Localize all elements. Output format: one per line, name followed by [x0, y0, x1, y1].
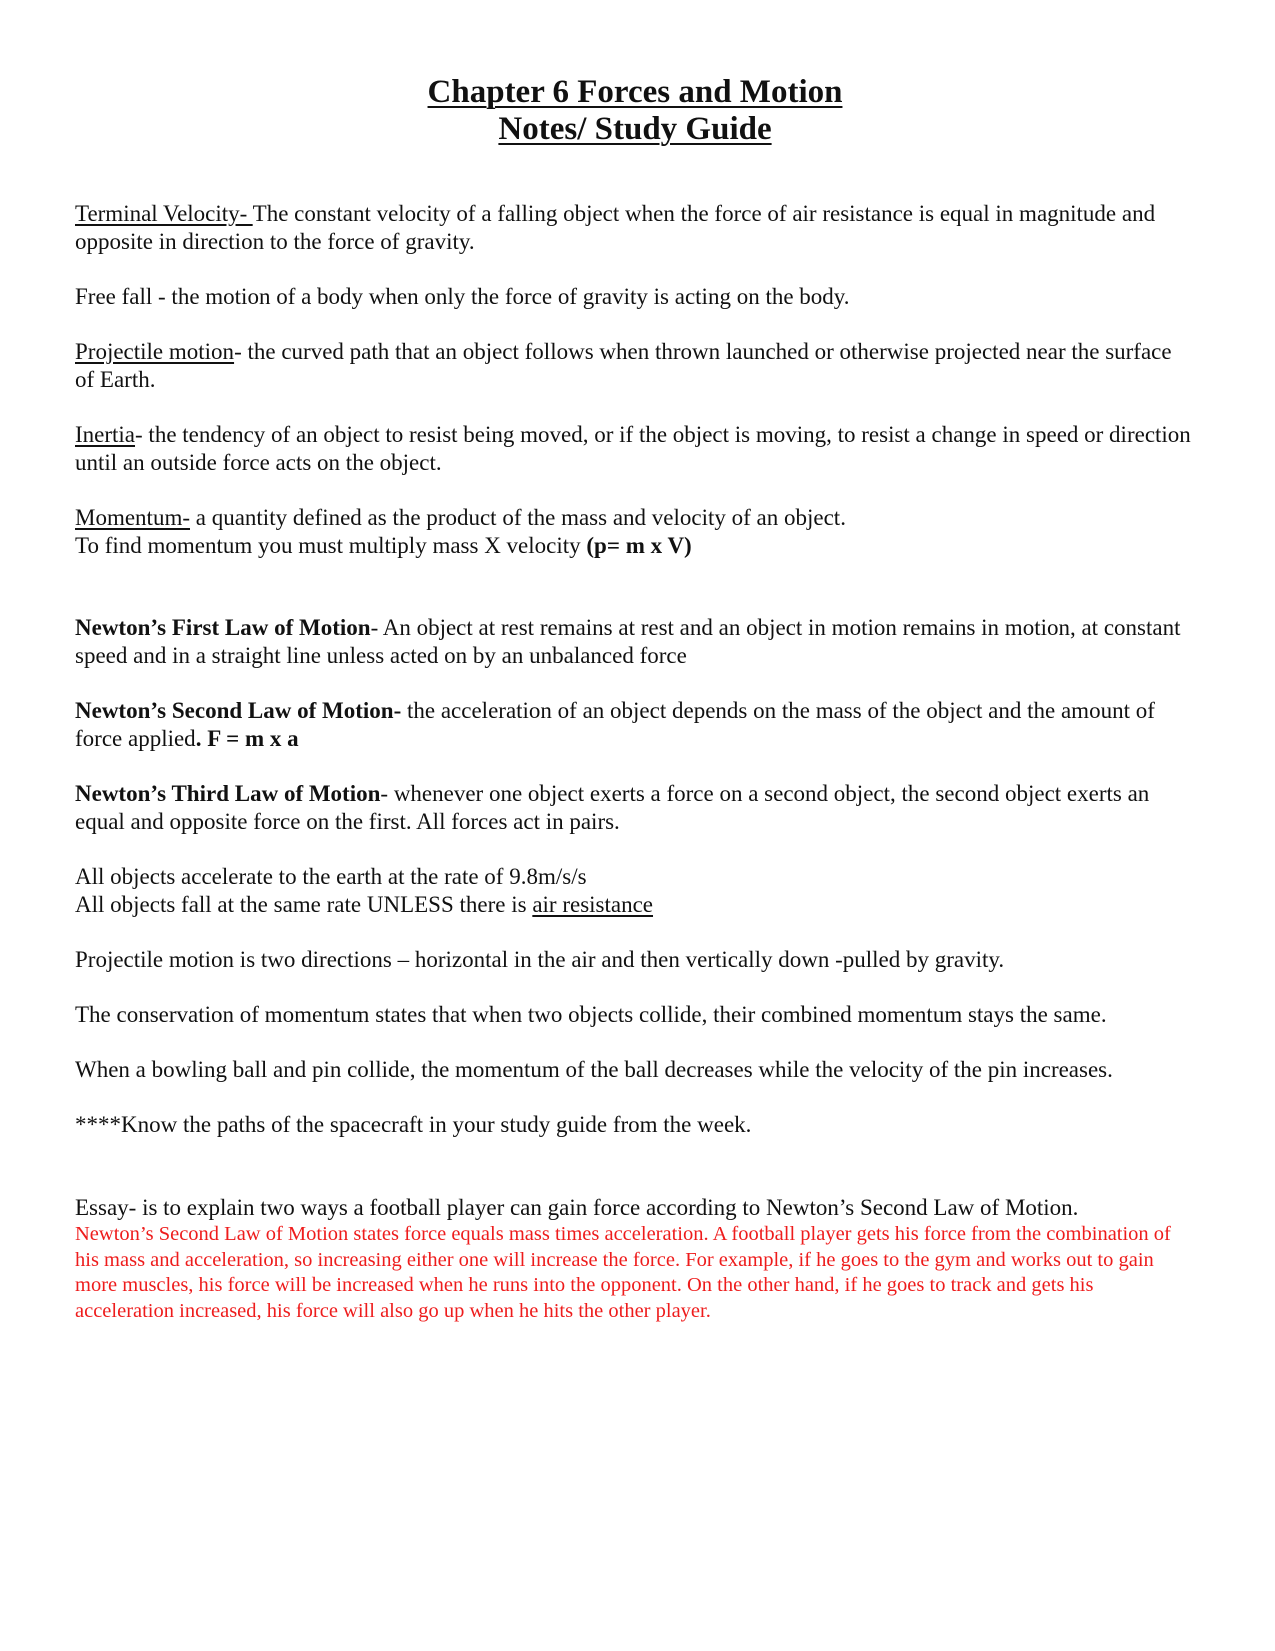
bowling-note: When a bowling ball and pin collide, the momentum of the ball decreases while the velocity of the pin increases.: [75, 1057, 1113, 1082]
gravity-fact-2: All objects fall at the same rate UNLESS there is: [75, 892, 533, 917]
spacecraft-note: ****Know the paths of the spacecraft in your study guide from the week.: [75, 1112, 752, 1137]
page-title: [75, 0, 1195, 148]
terminal-velocity-definition: [75, 200, 1195, 256]
term-newton-third-law: Newton’s Third Law of Motion: [75, 781, 381, 806]
newton-second-law: [75, 697, 1195, 753]
term-terminal-velocity: Terminal Velocity-: [75, 201, 253, 226]
definition-text: - the tendency of an object to resist being moved, or if the object is moving, to resist a change in speed or direction until an outside force acts on the object.: [75, 422, 1191, 475]
momentum-definition: [75, 504, 1195, 560]
definition-text: The constant velocity of a falling object when the force of air resistance is equal in magnitude and opposite in direction to the force of gravity.: [75, 201, 1156, 254]
title-line-2: Notes/ Study Guide: [498, 111, 772, 147]
momentum-formula-intro: To find momentum you must multiply mass X velocity: [75, 533, 587, 558]
definition-text: Free fall - the motion of a body when only the force of gravity is acting on the body.: [75, 284, 850, 309]
term-inertia: Inertia: [75, 422, 136, 447]
projectile-motion-definition: [75, 338, 1195, 394]
term-newton-second-law: Newton’s Second Law of Motion-: [75, 698, 402, 723]
definition-text: - the curved path that an object follows when thrown launched or otherwise projected near the surface of Earth.: [75, 339, 1172, 392]
inertia-definition: [75, 421, 1195, 477]
conservation-of-momentum-note: The conservation of momentum states that when two objects collide, their combined momentum stays the same.: [75, 1002, 1107, 1027]
newton-third-law: [75, 780, 1195, 836]
force-formula: . F = m x a: [195, 726, 299, 751]
free-fall-definition: [75, 283, 1195, 311]
projectile-directions-note: Projectile motion is two directions – horizontal in the air and then vertically down -pulled by gravity.: [75, 947, 1005, 972]
definition-text: - An object at rest remains at rest and an object in motion remains in motion, at constant speed and in a straight line unless acted on by an unbalanced force: [75, 615, 1181, 668]
title-line-1: Chapter 6 Forces and Motion: [427, 74, 843, 110]
term-projectile-motion: Projectile motion: [75, 339, 235, 364]
air-resistance-term: air resistance: [532, 892, 654, 917]
definition-text: the acceleration of an object depends on the mass of the object and the amount of force applied: [75, 698, 1155, 751]
essay-answer: Newton’s Second Law of Motion states force equals mass times acceleration. A football player gets his force from the combination of his mass and acceleration, so increasing either one will increase the force. For example, if he goes to the gym and works out to gain more muscles, his force will be increased when he runs into the opponent. On the other hand, if he goes to track and gets his acceleration increased, his force will also go up when he hits the other player.: [75, 1223, 1171, 1322]
newton-first-law: [75, 614, 1195, 670]
definition-text: - whenever one object exerts a force on a second object, the second object exerts an equal and opposite force on the first. All forces act in pairs.: [75, 781, 1150, 834]
term-momentum: Momentum-: [75, 505, 190, 530]
gravity-fact-1: All objects accelerate to the earth at the rate of 9.8m/s/s: [75, 864, 587, 889]
term-newton-first-law: Newton’s First Law of Motion: [75, 615, 371, 640]
momentum-formula: (p= m x V): [586, 533, 692, 558]
essay-question: Essay- is to explain two ways a football player can gain force according to Newton’s Second Law of Motion.: [75, 1195, 1079, 1220]
gravity-facts: [75, 863, 1195, 919]
definition-text: a quantity defined as the product of the mass and velocity of an object.: [190, 505, 846, 530]
